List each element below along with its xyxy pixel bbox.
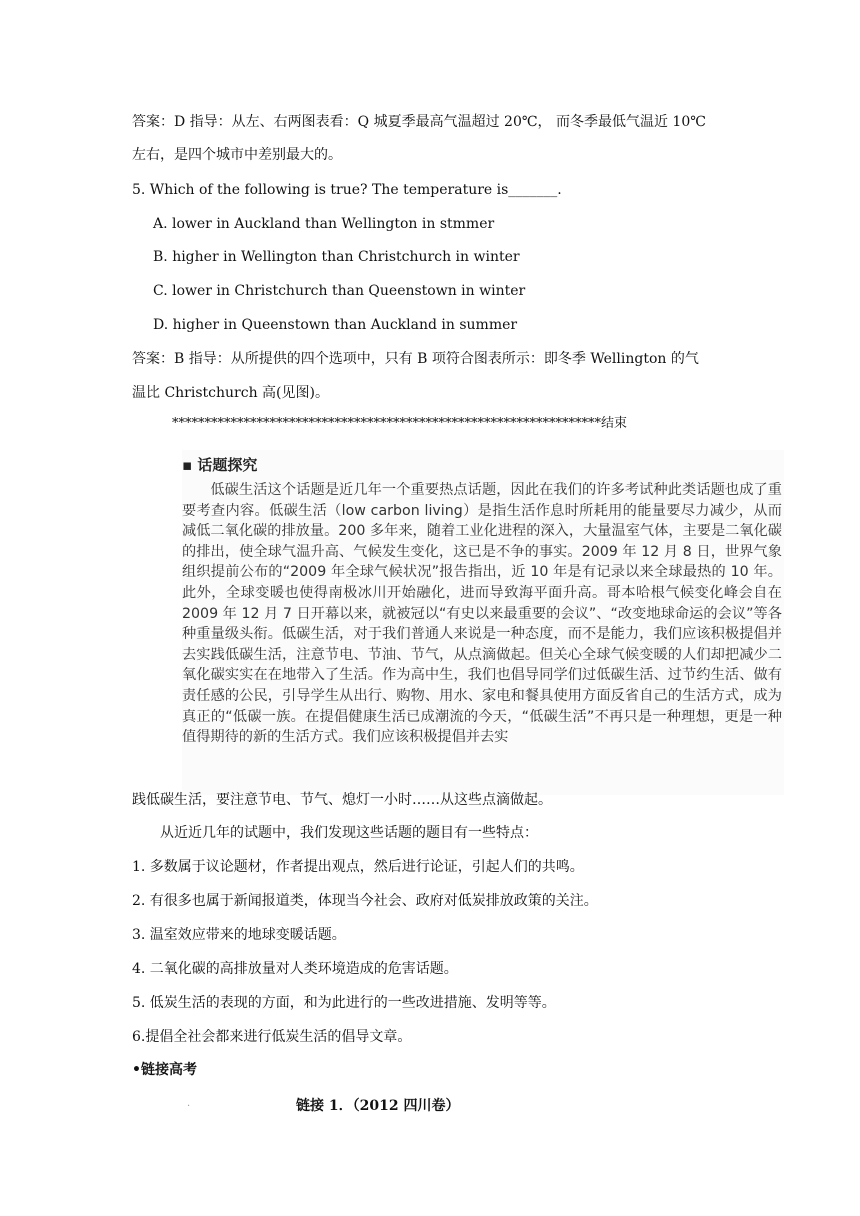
answer4-line2: 左右，是四个城市中差别最大的。: [132, 147, 342, 163]
continuation-text: 践低碳生活，要注意节电、节气、熄灯一小时……从这些点滴做起。: [132, 792, 552, 808]
feature-item-6: 6.提倡全社会都来进行低炭生活的倡导文章。: [132, 1029, 412, 1045]
feature-item-4: 4. 二氧化碳的高排放量对人类环境造成的危害话题。: [132, 961, 458, 977]
question5-stem: 5. Which of the following is true? The temperature is_______.: [132, 182, 562, 198]
features-intro: 从近近几年的试题中，我们发现这些话题的题目有一些特点：: [160, 825, 538, 841]
link-heading: •链接高考: [132, 1062, 197, 1078]
answer5-line2: 温比 Christchurch 高(见图)。: [132, 385, 329, 401]
feature-item-5: 5. 低炭生活的表现的方面，和为此进行的一些改进措施、发明等等。: [132, 995, 556, 1011]
question5-option-b: B. higher in Wellington than Christchurch in winter: [153, 249, 520, 265]
topic-heading: ▪ 话题探究: [182, 456, 258, 474]
answer5-line1: 答案：B 指导：从所提供的四个选项中，只有 B 项符合图表所示：即冬季 Wellington 的气: [132, 351, 699, 367]
question5-option-a: A. lower in Auckland than Wellington in stmmer: [153, 216, 495, 232]
feature-item-3: 3. 温室效应带来的地球变暖话题。: [132, 927, 346, 943]
question5-option-c: C. lower in Christchurch than Queenstown in winter: [153, 283, 526, 299]
end-marker: ******************************************************************结束: [172, 416, 628, 431]
feature-item-2: 2. 有很多也属于新闻报道类，体现当今社会、政府对低炭排放政策的关注。: [132, 893, 598, 909]
answer4-line1: 答案：D 指导：从左、右两图表看：Q 城夏季最高气温超过 20℃， 而冬季最低气温近 10℃: [132, 114, 706, 130]
topic-scan-image: [182, 450, 784, 795]
link-small-mark: .: [187, 1098, 191, 1109]
question5-option-d: D. higher in Queenstown than Auckland in summer: [153, 317, 518, 333]
feature-item-1: 1. 多数属于议论题材，作者提出观点，然后进行论证，引起人们的共鸣。: [132, 859, 584, 875]
topic-body: 低碳生活这个话题是近几年一个重要热点话题，因此在我们的许多考试种此类话题也成了重要考查内容。低碳生活（low carbon living）是指生活作息时所耗用的能量要尽力减少，从而减低二氧化碳的排放量。200 多年来，随着工业化进程的深入，大量温室气体，主要是二氧化碳的排出，使全球气温升高、气候发生变化，这已是不争的事实。2009 年 12 月 8 日，世界气象组织提前公布的“2009 年全球气候状况”报告指出，近 10 年是有记录以来全球最热的 10 年。此外，全球变暖也使得南极冰川开始融化，进而导致海平面升高。哥本哈根气候变化峰会自在 2009 年 12 月 7 日开幕以来，就被冠以“有史以来最重要的会议”、“改变地球命运的会议”等各种重量级头衔。低碳生活，对于我们普通人来说是一种态度，而不是能力，我们应该积极提倡并去实践低碳生活，注意节电、节油、节气，从点滴做起。但关心全球气候变暖的人们却把减少二氧化碳实实在在地带入了生活。作为高中生，我们也倡导同学们过低碳生活、过节约生活、做有责任感的公民，引导学生从出行、购物、用水、家电和餐具使用方面反省自己的生活方式，成为真正的“低碳一族。在提倡健康生活已成潮流的今天，“低碳生活”不再只是一种理想，更是一种值得期待的新的生活方式。我们应该积极提倡并去实: [182, 482, 782, 746]
link-item: 链接 1．（2012 四川卷）: [296, 1098, 460, 1114]
